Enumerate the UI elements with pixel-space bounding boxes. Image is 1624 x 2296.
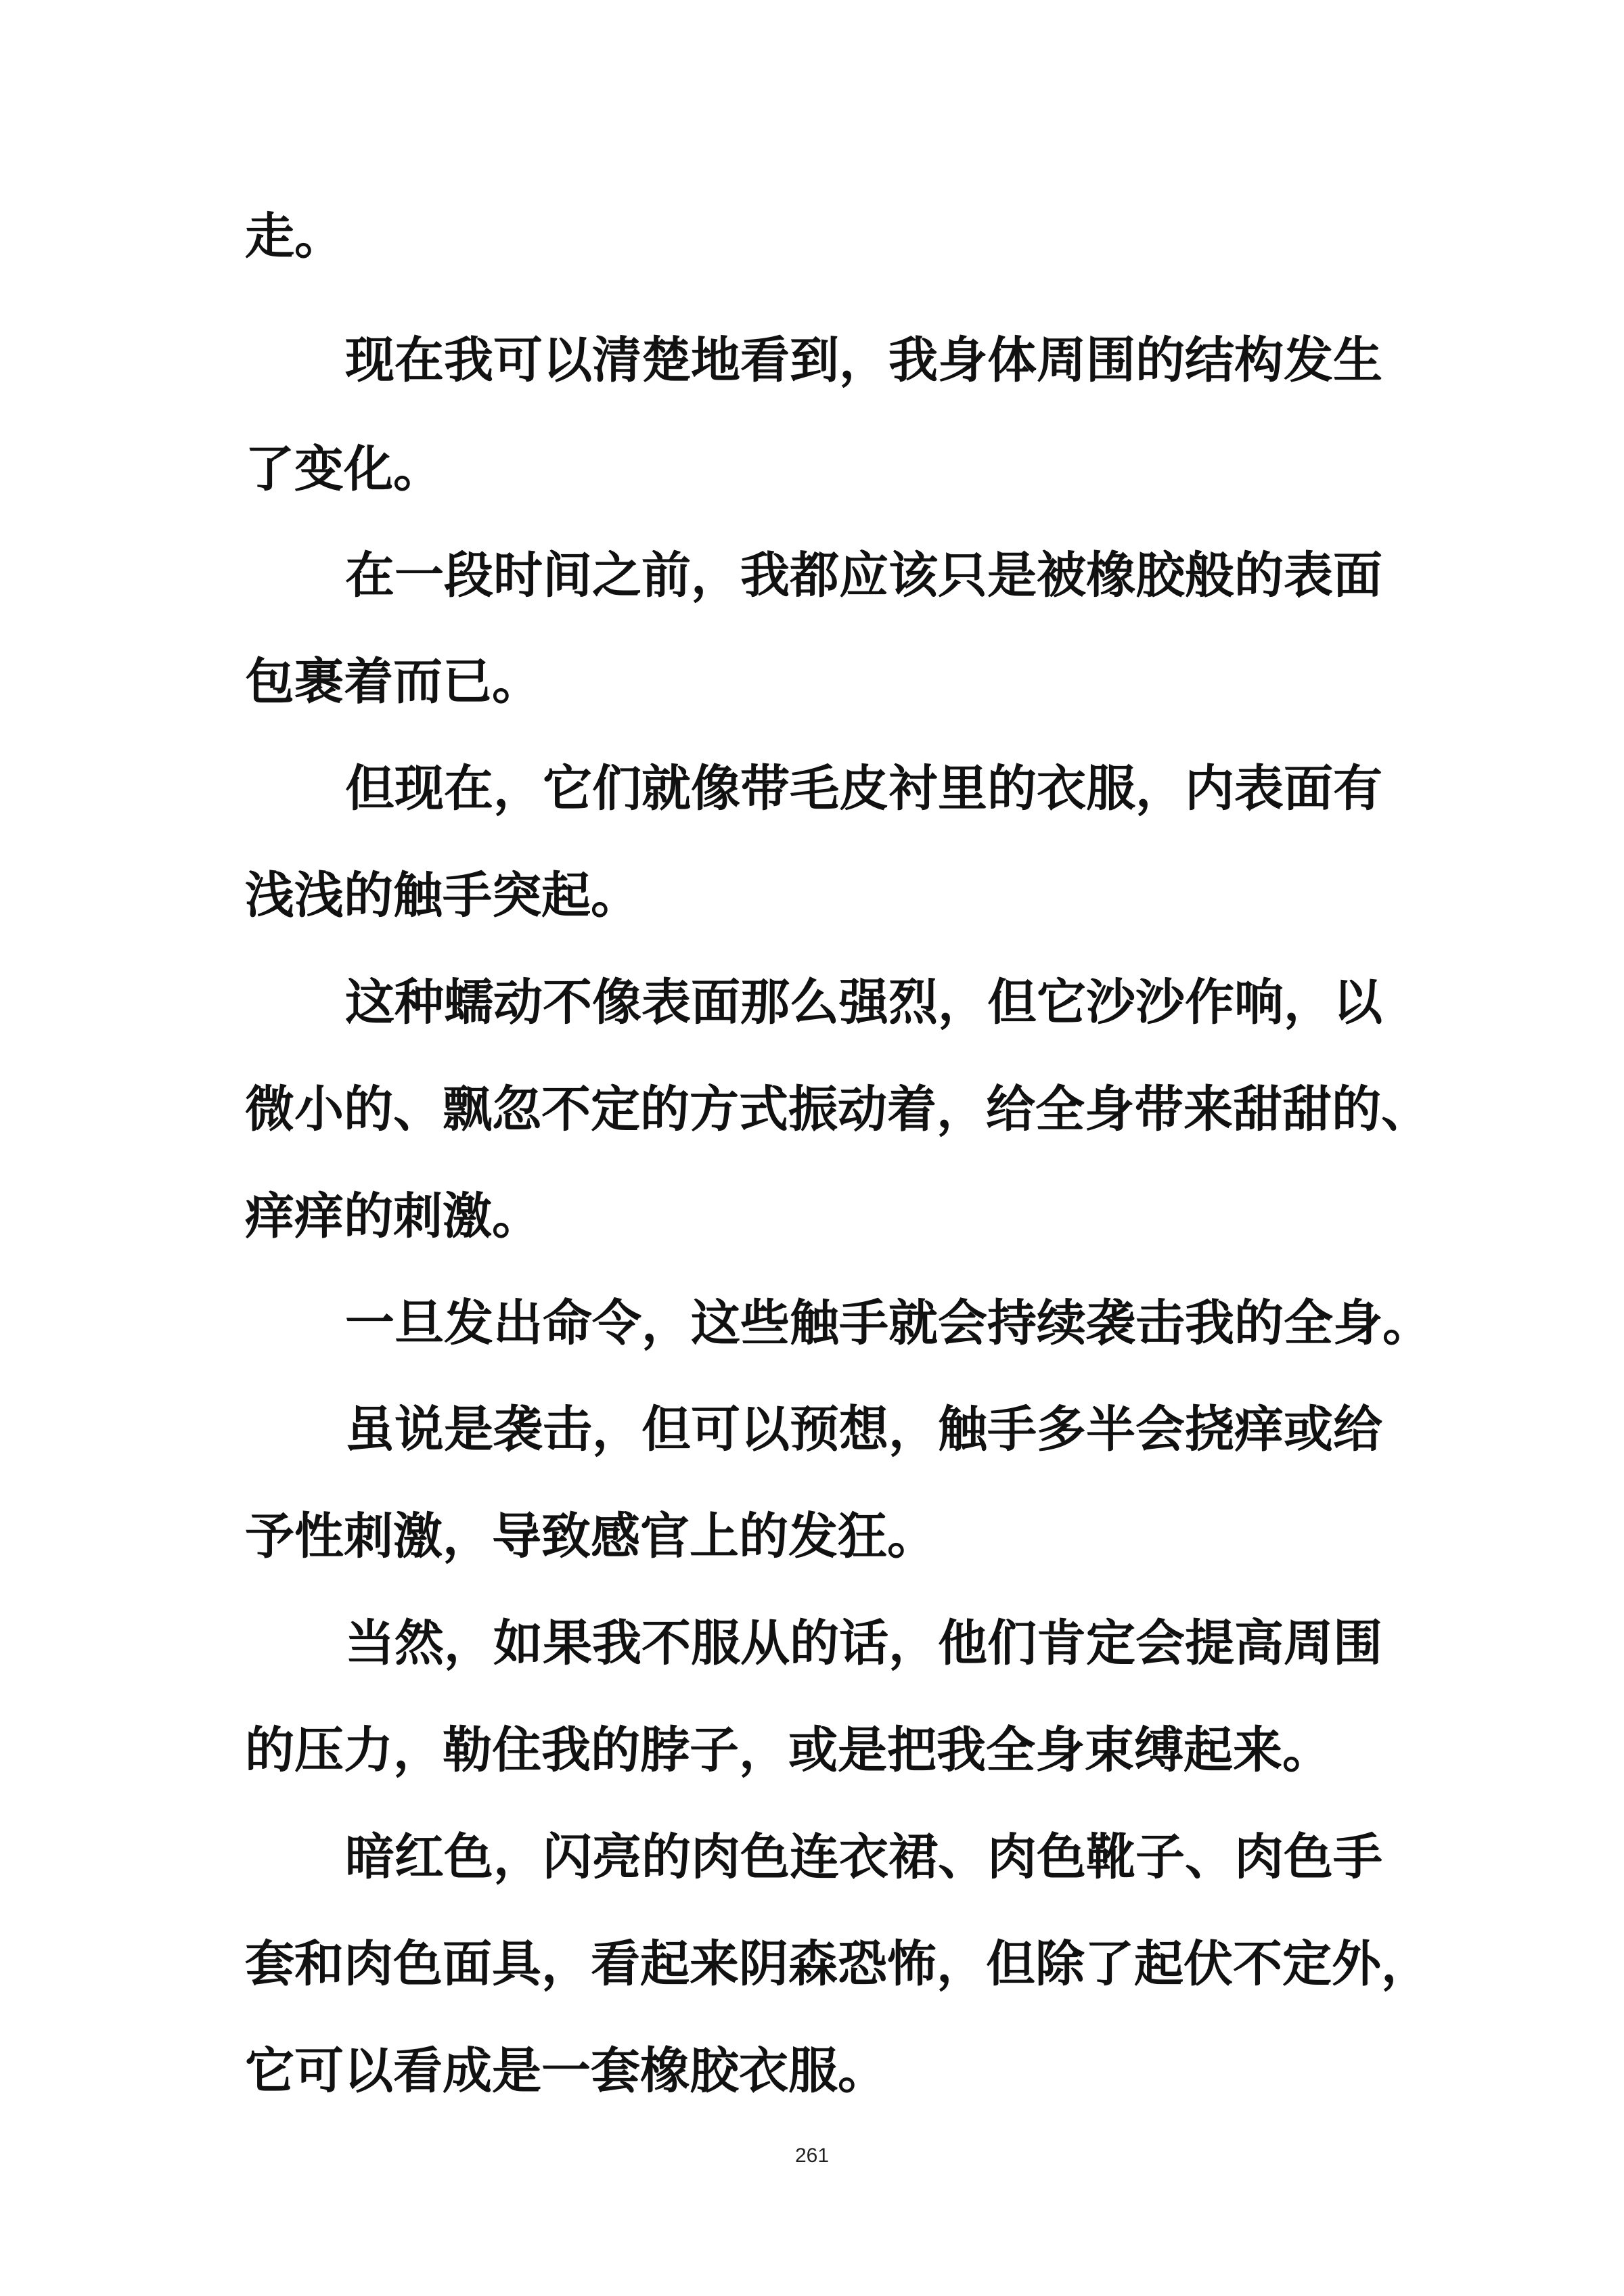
text-line: 包裹着而已。 <box>245 652 541 711</box>
paragraph-start-line: 在一段时间之前，我都应该只是被橡胶般的表面 <box>345 546 1382 604</box>
text-line: 套和肉色面具，看起来阴森恐怖，但除了起伏不定外， <box>245 1935 1430 1993</box>
text-line: 走。 <box>245 207 344 265</box>
text-line: 的压力，勒住我的脖子，或是把我全身束缚起来。 <box>245 1721 1332 1779</box>
paragraph-start-line: 但现在，它们就像带毛皮衬里的衣服，内表面有 <box>345 759 1382 817</box>
paragraph-start-line: 现在我可以清楚地看到，我身体周围的结构发生 <box>345 331 1382 389</box>
paragraph-start-line: 暗红色，闪亮的肉色连衣裙、肉色靴子、肉色手 <box>345 1828 1382 1886</box>
paragraph-start-line: 一旦发出命令，这些触手就会持续袭击我的全身。 <box>345 1294 1432 1352</box>
page-number: 261 <box>794 2144 830 2167</box>
text-line: 了变化。 <box>245 440 443 498</box>
paragraph-start-line: 这种蠕动不像表面那么强烈，但它沙沙作响，以 <box>345 973 1382 1031</box>
paragraph-start-line: 虽说是袭击，但可以预想，触手多半会挠痒或给 <box>345 1400 1382 1458</box>
text-line: 浅浅的触手突起。 <box>245 866 640 924</box>
paragraph-start-line: 当然，如果我不服从的话，他们肯定会提高周围 <box>345 1614 1382 1672</box>
text-line: 痒痒的刺激。 <box>245 1187 541 1245</box>
text-line: 予性刺激，导致感官上的发狂。 <box>245 1507 937 1565</box>
text-line: 它可以看成是一套橡胶衣服。 <box>245 2042 887 2100</box>
text-line: 微小的、飘忽不定的方式振动着，给全身带来甜甜的、 <box>245 1080 1430 1138</box>
